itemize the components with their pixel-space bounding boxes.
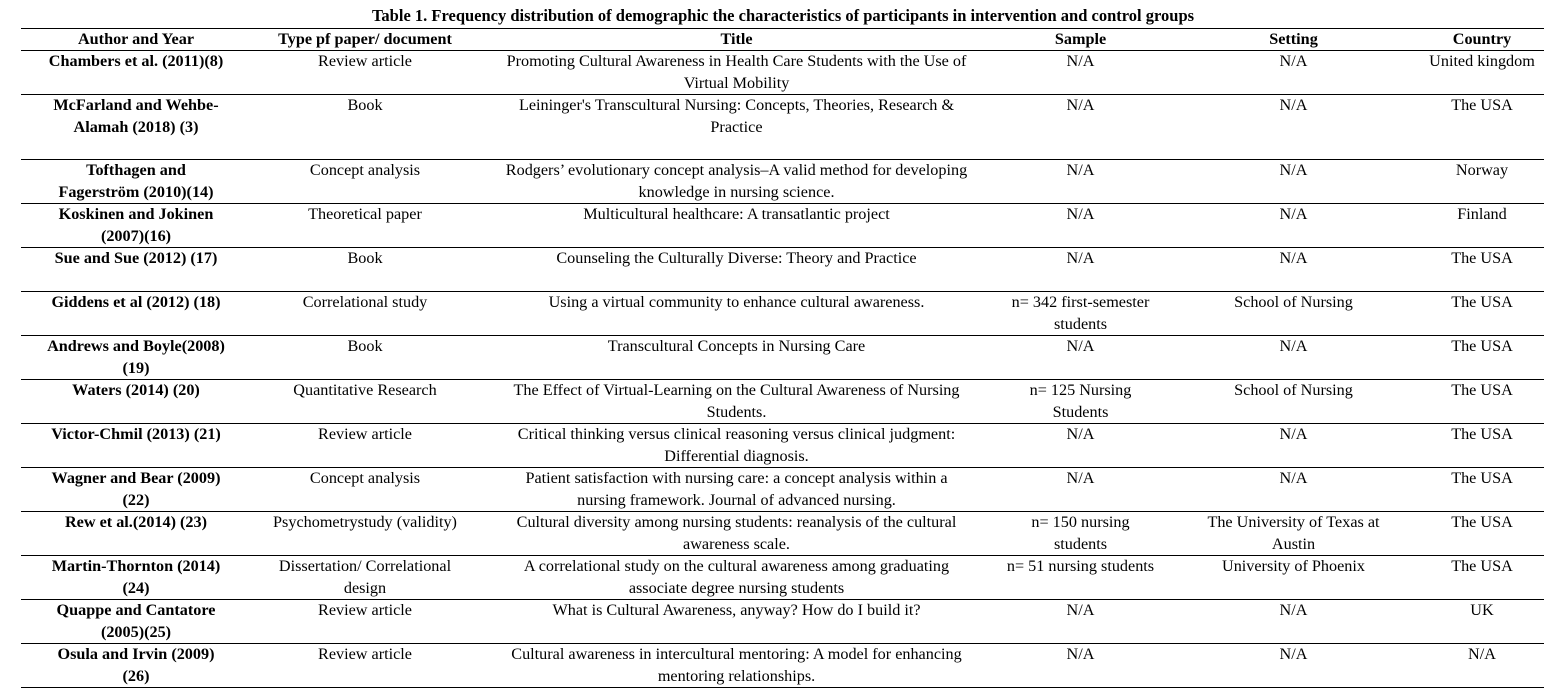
cell-country: [1420, 204, 1544, 248]
cell-type: [251, 51, 479, 95]
cell-author: [21, 160, 251, 204]
cell-text: Counseling the Culturally Diverse: Theory and Practice: [556, 249, 917, 267]
cell-text: Cultural diversity among nursing students: reanalysis of the cultural awareness scale.: [516, 513, 957, 553]
cell-setting: [1167, 380, 1420, 424]
cell-text: N/A: [1066, 645, 1095, 663]
cell-country: [1420, 512, 1544, 556]
cell-text: Book: [347, 96, 383, 114]
table-row: [21, 95, 1544, 160]
cell-text: The USA: [1451, 337, 1513, 355]
cell-text: UK: [1470, 601, 1494, 619]
cell-text: School of Nursing: [1234, 381, 1353, 399]
cell-text: N/A: [1066, 205, 1095, 223]
cell-title: [479, 95, 994, 160]
cell-text: Multicultural healthcare: A transatlantic project: [583, 205, 890, 223]
cell-author: [21, 424, 251, 468]
cell-country: [1420, 248, 1544, 292]
table-caption: Table 1. Frequency distribution of demographic the characteristics of participants in intervention and control groups: [371, 6, 1195, 25]
cell-text: n= 342 first-semester students: [1011, 293, 1150, 333]
column-header-author: Author and Year: [77, 30, 195, 48]
cell-sample: [994, 51, 1167, 95]
cell-text: Leininger's Transcultural Nursing: Concepts, Theories, Research & Practice: [518, 96, 955, 136]
cell-country: [1420, 160, 1544, 204]
cell-sample: [994, 292, 1167, 336]
table-row: [21, 644, 1544, 688]
cell-type: [251, 95, 479, 160]
cell-text: N/A: [1066, 469, 1095, 487]
table-row: [21, 292, 1544, 336]
cell-text: Tofthagen and Fagerström (2010)(14): [58, 161, 214, 201]
cell-title: [479, 424, 994, 468]
cell-setting: [1167, 556, 1420, 600]
cell-type: [251, 600, 479, 644]
cell-text: N/A: [1066, 425, 1095, 443]
column-header-country: Country: [1452, 30, 1512, 48]
table-row: [21, 51, 1544, 95]
cell-author: [21, 204, 251, 248]
cell-text: McFarland and Wehbe-Alamah (2018) (3): [53, 96, 219, 136]
cell-setting: [1167, 248, 1420, 292]
cell-title: [479, 556, 994, 600]
cell-text: Review article: [318, 645, 412, 663]
cell-text: Review article: [318, 425, 412, 443]
cell-type: [251, 556, 479, 600]
cell-setting: [1167, 468, 1420, 512]
cell-setting: [1167, 51, 1420, 95]
cell-country: [1420, 556, 1544, 600]
cell-text: United kingdom: [1429, 52, 1535, 70]
cell-sample: [994, 644, 1167, 688]
cell-author: [21, 600, 251, 644]
cell-author: [21, 468, 251, 512]
cell-text: N/A: [1279, 469, 1308, 487]
header-row: [21, 29, 1544, 51]
cell-text: N/A: [1066, 337, 1095, 355]
table-row: [21, 556, 1544, 600]
cell-text: Martin-Thornton (2014)(24): [51, 557, 221, 597]
cell-text: N/A: [1279, 249, 1308, 267]
cell-text: The University of Texas at Austin: [1207, 513, 1380, 553]
studies-table: [21, 28, 1544, 688]
table-row: [21, 600, 1544, 644]
cell-text: Correlational study: [302, 293, 428, 311]
cell-country: [1420, 336, 1544, 380]
cell-text: n= 125 Nursing Students: [1029, 381, 1132, 421]
cell-setting: [1167, 644, 1420, 688]
cell-text: Cultural awareness in intercultural mentoring: A model for enhancing mentoring relationships.: [511, 645, 962, 685]
cell-country: [1420, 600, 1544, 644]
cell-type: [251, 468, 479, 512]
cell-country: [1420, 424, 1544, 468]
cell-text: The USA: [1451, 381, 1513, 399]
cell-title: [479, 336, 994, 380]
cell-text: The USA: [1451, 557, 1513, 575]
cell-text: Critical thinking versus clinical reasoning versus clinical judgment: Differential diagnosis.: [517, 425, 956, 465]
cell-text: Osula and Irvin (2009)(26): [57, 645, 215, 685]
cell-setting: [1167, 424, 1420, 468]
cell-setting: [1167, 600, 1420, 644]
cell-text: Book: [347, 337, 383, 355]
cell-text: Patient satisfaction with nursing care: a concept analysis within a nursing framework. Journal of advanced nursing.: [525, 469, 948, 509]
cell-type: [251, 424, 479, 468]
cell-text: The USA: [1451, 293, 1513, 311]
column-header-type: Type pf paper/ document: [278, 30, 452, 48]
cell-text: The USA: [1451, 469, 1513, 487]
column-header-title: Title: [720, 30, 753, 48]
cell-text: N/A: [1279, 52, 1308, 70]
cell-text: Waters (2014) (20): [72, 381, 200, 399]
cell-text: N/A: [1066, 161, 1095, 179]
cell-setting: [1167, 95, 1420, 160]
cell-country: [1420, 644, 1544, 688]
cell-text: N/A: [1468, 645, 1496, 663]
cell-title: [479, 380, 994, 424]
cell-sample: [994, 556, 1167, 600]
cell-title: [479, 512, 994, 556]
cell-text: The USA: [1451, 513, 1513, 531]
cell-text: N/A: [1279, 161, 1308, 179]
cell-author: [21, 512, 251, 556]
cell-text: A correlational study on the cultural awareness among graduating associate degree nursing students: [523, 557, 950, 597]
cell-author: [21, 380, 251, 424]
cell-text: Andrews and Boyle(2008) (19): [47, 337, 225, 377]
cell-author: [21, 51, 251, 95]
cell-text: Chambers et al. (2011)(8): [48, 52, 224, 70]
cell-country: [1420, 51, 1544, 95]
cell-sample: [994, 600, 1167, 644]
cell-author: [21, 336, 251, 380]
cell-text: Book: [347, 249, 383, 267]
cell-text: Sue and Sue (2012) (17): [54, 249, 218, 267]
cell-text: The USA: [1451, 425, 1513, 443]
cell-text: N/A: [1279, 337, 1308, 355]
cell-title: [479, 51, 994, 95]
cell-text: Psychometrystudy (validity): [273, 513, 457, 531]
cell-title: [479, 644, 994, 688]
cell-text: Concept analysis: [309, 161, 421, 179]
table-row: [21, 160, 1544, 204]
column-header-setting: Setting: [1269, 30, 1318, 48]
cell-text: N/A: [1279, 205, 1308, 223]
cell-title: [479, 204, 994, 248]
cell-text: N/A: [1066, 601, 1095, 619]
cell-setting: [1167, 160, 1420, 204]
cell-text: The USA: [1451, 96, 1513, 114]
cell-country: [1420, 292, 1544, 336]
cell-text: What is Cultural Awareness, anyway? How do I build it?: [552, 601, 921, 619]
cell-text: Quappe and Cantatore (2005)(25): [56, 601, 216, 641]
cell-setting: [1167, 204, 1420, 248]
cell-sample: [994, 380, 1167, 424]
cell-author: [21, 644, 251, 688]
cell-text: Transcultural Concepts in Nursing Care: [607, 337, 866, 355]
cell-text: N/A: [1066, 52, 1095, 70]
cell-title: [479, 468, 994, 512]
cell-text: n= 51 nursing students: [1006, 557, 1155, 575]
cell-author: [21, 248, 251, 292]
cell-country: [1420, 95, 1544, 160]
table-row: [21, 512, 1544, 556]
column-header-sample: Sample: [1054, 30, 1107, 48]
cell-text: Giddens et al (2012) (18): [51, 293, 221, 311]
cell-sample: [994, 468, 1167, 512]
cell-text: The USA: [1451, 249, 1513, 267]
cell-sample: [994, 424, 1167, 468]
cell-text: N/A: [1066, 96, 1095, 114]
cell-type: [251, 644, 479, 688]
cell-type: [251, 380, 479, 424]
cell-text: Promoting Cultural Awareness in Health Care Students with the Use of Virtual Mobility: [506, 52, 967, 92]
table-row: [21, 424, 1544, 468]
cell-text: School of Nursing: [1234, 293, 1353, 311]
cell-sample: [994, 95, 1167, 160]
table-row: [21, 248, 1544, 292]
cell-text: The Effect of Virtual-Learning on the Cultural Awareness of Nursing Students.: [513, 381, 960, 421]
cell-setting: [1167, 336, 1420, 380]
table-row: [21, 380, 1544, 424]
cell-text: Review article: [318, 52, 412, 70]
cell-text: N/A: [1279, 601, 1308, 619]
cell-title: [479, 292, 994, 336]
cell-text: Theoretical paper: [308, 205, 422, 223]
cell-title: [479, 600, 994, 644]
cell-text: University of Phoenix: [1222, 557, 1365, 575]
cell-text: Victor-Chmil (2013) (21): [51, 425, 221, 443]
cell-type: [251, 248, 479, 292]
cell-text: Koskinen and Jokinen (2007)(16): [58, 205, 214, 245]
cell-type: [251, 336, 479, 380]
cell-setting: [1167, 512, 1420, 556]
table-row: [21, 468, 1544, 512]
cell-type: [251, 160, 479, 204]
cell-sample: [994, 248, 1167, 292]
cell-text: N/A: [1279, 96, 1308, 114]
cell-text: Rodgers’ evolutionary concept analysis–A valid method for developing knowledge in nursing science.: [505, 161, 968, 201]
cell-country: [1420, 468, 1544, 512]
cell-author: [21, 95, 251, 160]
cell-text: Wagner and Bear (2009)(22): [51, 469, 221, 509]
cell-text: N/A: [1279, 425, 1308, 443]
cell-text: Review article: [318, 601, 412, 619]
table-row: [21, 336, 1544, 380]
cell-sample: [994, 204, 1167, 248]
cell-text: N/A: [1279, 645, 1308, 663]
cell-text: Using a virtual community to enhance cultural awareness.: [548, 293, 925, 311]
cell-text: Finland: [1457, 205, 1507, 223]
cell-author: [21, 292, 251, 336]
cell-sample: [994, 160, 1167, 204]
cell-setting: [1167, 292, 1420, 336]
cell-type: [251, 204, 479, 248]
cell-type: [251, 292, 479, 336]
cell-sample: [994, 336, 1167, 380]
cell-author: [21, 556, 251, 600]
table-row: [21, 204, 1544, 248]
cell-title: [479, 160, 994, 204]
cell-title: [479, 248, 994, 292]
cell-text: Concept analysis: [309, 469, 421, 487]
cell-text: Norway: [1455, 161, 1509, 179]
cell-sample: [994, 512, 1167, 556]
cell-country: [1420, 380, 1544, 424]
cell-type: [251, 512, 479, 556]
cell-text: Quantitative Research: [293, 381, 437, 399]
cell-text: Dissertation/ Correlational design: [278, 557, 452, 597]
cell-text: Rew et al.(2014) (23): [64, 513, 208, 531]
cell-text: n= 150 nursing students: [1031, 513, 1130, 553]
cell-text: N/A: [1066, 249, 1095, 267]
